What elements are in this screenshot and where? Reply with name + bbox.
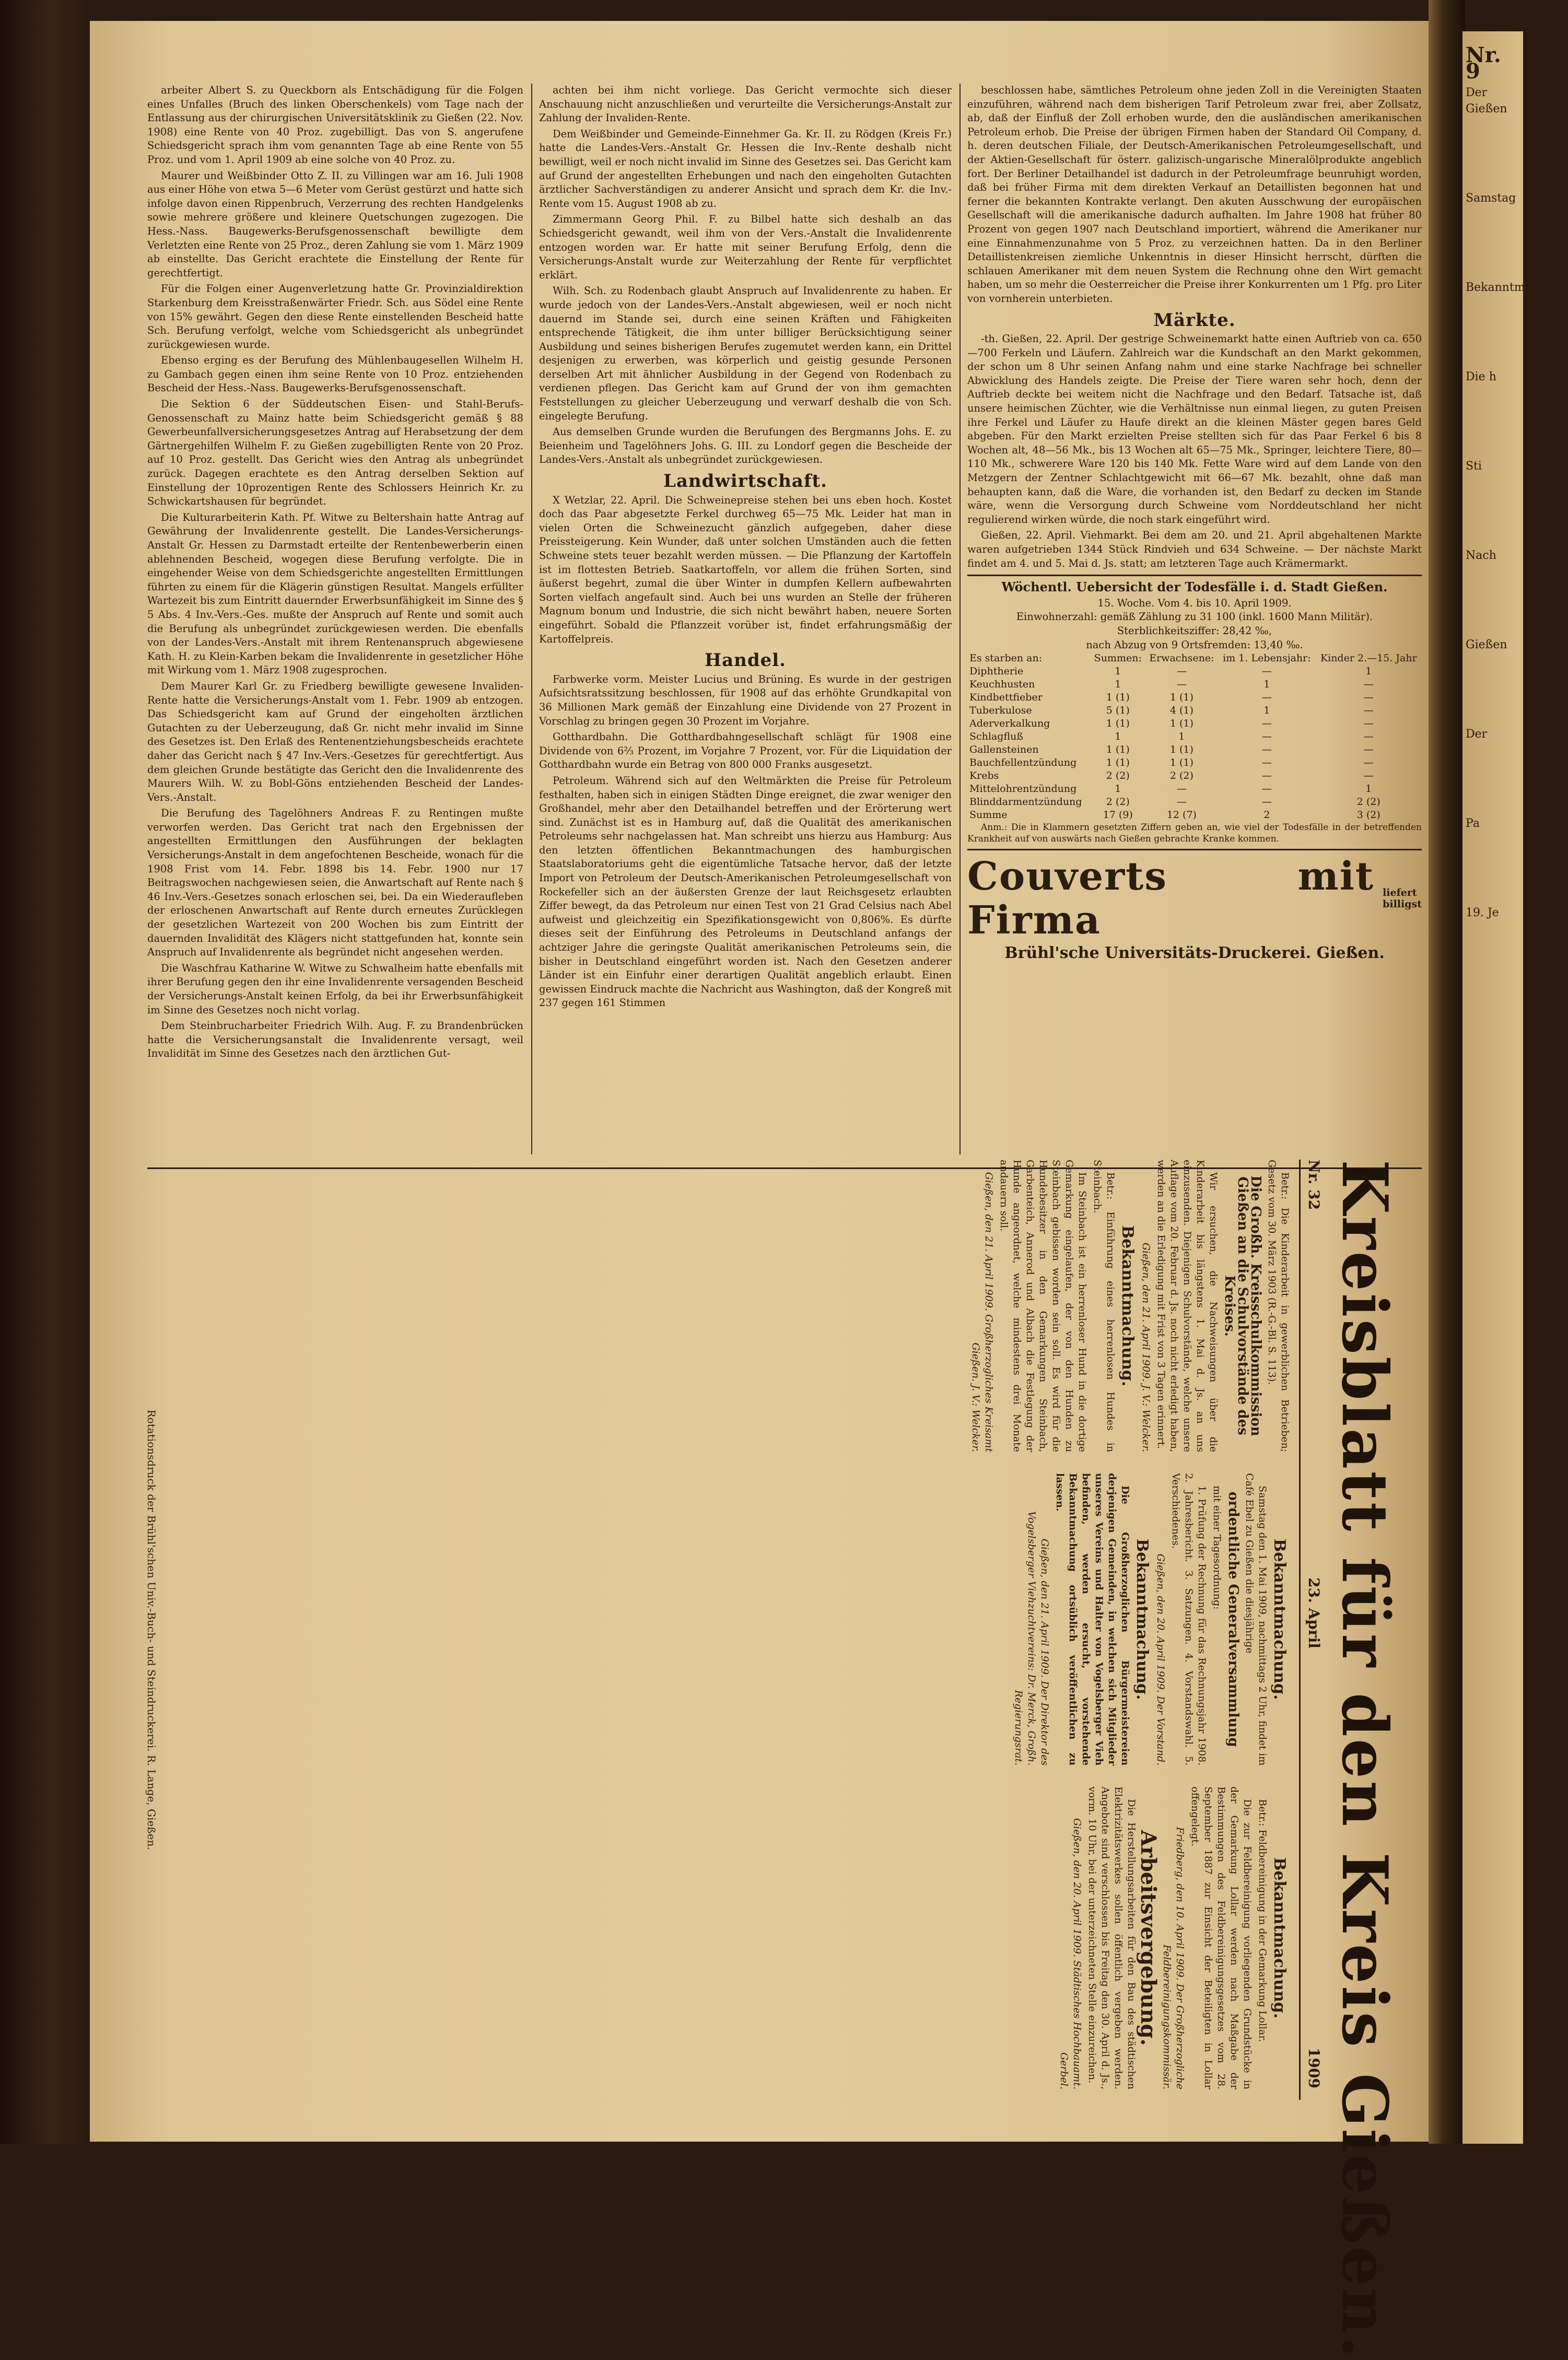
- table-row: [967, 704, 1422, 717]
- deaths-header: Summen:: [1094, 652, 1142, 664]
- table-cell: —: [1363, 692, 1374, 704]
- table-cell: 1 (1): [1106, 718, 1130, 730]
- kreisblatt-column-1: [967, 1160, 1291, 1452]
- notice-intro: Samstag den 1. Mai 1909, nachmittags 2 Uhr, findet im Café Ebel zu Gießen die diesjährige: [1244, 1473, 1268, 1766]
- notice-heading: Die Großh. Kreisschulkommission Gießen an die Schulvorstände des Kreises.: [1222, 1175, 1263, 1436]
- article-paragraph: Gießen, 22. April. Viehmarkt. Bei dem am 20. und 21. April abgehaltenen Markte waren aufgetrieben 1344 Stück Rindvieh und 634 Schweine. — Der nächste Markt findet am 4. und 5. Mai d. Js. statt; am letzteren Tage auch Krämermarkt.: [967, 529, 1422, 569]
- table-cell: —: [1261, 718, 1272, 730]
- notice-heading: Bekanntmachung.: [1270, 1857, 1289, 2019]
- table-row: [967, 809, 1422, 822]
- article-paragraph: -th. Gießen, 22. April. Der gestrige Schweinemarkt hatte einen Auftrieb von ca. 650—700 Ferkeln und Läufern. Zahlreich war die Kundschaft an den Markt gekommen, der schon um 8 Uhr seinen Anfang nahm und eine starke Nachfrage bei schneller Abwicklung des Handels zeigte. Die Preise der Tiere waren sehr hoch, denn der Auftrieb deckte bei weitem nicht die Nachfrage und den Bedarf. Tatsache ist, daß unsere heimischen Züchter, wie die Verhältnisse nun einmal liegen, zu guten Preisen ihre Ferkel und Läufer zu Haufe direkt an die kleinen Mäster gegen bares Geld abgeben. Für den Markt erzielten Preise stellten sich für das Paar Ferkel 6 bis 8 Wochen alt, 48—56 Mk., bis 13 Wochen alt 65—75 Mk., Springer, leichtere Tiere, 80—110 Mk., schwerere Ware 120 bis 140 Mk. Fette Ware wird auf dem Lande von den Metzgern der Zentner Schlachtgewicht mit 66—67 Mk. bezahlt, ohne daß man behaupten kann, daß die Ware, die vorhanden ist, den Bedarf zu decken im Stande wäre, wenn die Versorgung durch Schweine vom Norddeutschland her nicht regulierend wirken würde, die noch stark eingeführt wird.: [967, 333, 1422, 525]
- table-cell: 17 (9): [1103, 809, 1133, 821]
- table-cell: —: [1363, 718, 1374, 730]
- deaths-header: [1316, 652, 1422, 665]
- ad-side-text: [1383, 887, 1422, 910]
- book-gutter: [1429, 0, 1465, 2144]
- notice-signature: Gießen, den 20. April 1909. Der Vorstand.: [1155, 1553, 1166, 1766]
- table-row: [967, 717, 1422, 730]
- adjacent-page-title: Nr. 9: [1466, 43, 1501, 84]
- article-paragraph: Dem Steinbrucharbeiter Friedrich Wilh. Aug. F. zu Brandenbrücken hatte die Versicherungsanstalt die Invalidenrente versagt, weil Invalidität im Sinne des Gesetzes nach den ärztlichen Gut-: [147, 1020, 523, 1060]
- table-cell: —: [1363, 757, 1374, 769]
- article-column-1: [147, 84, 523, 1154]
- notice-subject: Betr.: Die Kinderarbeit in gewerblichen Betrieben; Gesetz vom 30. März 1903 (R.-G.-Bl. S. 113).: [1266, 1160, 1291, 1452]
- table-cell: —: [1363, 679, 1374, 691]
- ad-printer: Brühl'sche Universitäts-Druckerei. Gießen.: [1004, 944, 1385, 963]
- deaths-rate: Sterblichkeitsziffer: 28,42 ‰,: [1117, 624, 1272, 637]
- landwirtschaft-articles: [539, 494, 952, 647]
- table-cell: —: [1176, 679, 1187, 691]
- table-cell: 1: [1115, 665, 1121, 677]
- article-paragraph: Maurer und Weißbinder Otto Z. II. zu Villingen war am 16. Juli 1908 aus einer Höhe von etwa 5—6 Meter vom Gerüst gestürzt und hatte sich infolge davon einen Rippenbruch, Verzerrung des rechten Handgelenks sowie mehrere größere und kleinere Quetschungen zugezogen. Die Hess.-Nass. Baugewerks-Berufsgenossenschaft bewilligte dem Verletzten eine Rente von 25 Proz., deren Zahlung sie vom 1. März 1909 ab einstellte. Das Gericht erachtete die Einstellung der Rente für gerechtfertigt.: [147, 169, 523, 279]
- notice-text: Im Steinbach ist ein herrenloser Hund in die dortige Gemarkung eingelaufen, der von den Hunden zu Steinbach gebissen worden sein soll. Es wird für die Hundebesitzer in den Gemarkungen Steinbach, Garbenteich, Annerod und Albach die Festlegung der Hunde angeordnet, welche mindestens drei Monate andauern soll.: [998, 1160, 1088, 1452]
- deaths-header-child: 2.—15. Jahr: [1357, 652, 1417, 664]
- table-cell: 1: [1115, 731, 1121, 743]
- notice-signature: Friedberg, den 10. April 1909. Der Großherzogliche Feldbereinigungskommissär.: [1161, 1827, 1186, 2089]
- masthead-rule: [1299, 1160, 1301, 2100]
- article-paragraph: Wilh. Sch. zu Rodenbach glaubt Anspruch auf Invalidenrente zu haben. Er wurde jedoch von der Landes-Vers.-Anstalt abgewiesen, weil er noch nicht dauernd im Stande sei, durch eine seinen Kräften und Fähigkeiten entsprechende Tätigkeit, die ihm unter billiger Berücksichtigung seiner Ausbildung und seines bisherigen Berufes zugemutet werden kann, ein Drittel desjenigen zu erwerben, was körperlich und geistig gesunde Personen derselben Art mit ähnlicher Ausbildung in der Gegend von Rodenbach zu verdienen pflegen. Das Gericht kam auf Grund der von ihm gemachten Feststellungen zu gleicher Ueberzeugung und verwarf deshalb die von Sch. eingelegte Berufung.: [539, 285, 952, 422]
- table-cell: 1 (1): [1169, 692, 1193, 704]
- table-cell: Blinddarmentzündung: [969, 796, 1082, 808]
- notice-emphasis: ordentliche Generalversammlung: [1225, 1491, 1241, 1747]
- table-cell: Schlagfluß: [969, 731, 1024, 743]
- deaths-table: [967, 652, 1422, 822]
- article-paragraph: Die Berufung des Tagelöhners Andreas F. zu Rentingen mußte verworfen werden. Das Gericht trat nach den Ergebnissen der angestellten Ermittlungen den Ausführungen der beklagten Versicherungs-Anstalt in dem angefochtenen Bescheide, wonach für die 1908 Frist vom 14. Febr. 1898 bis 14. Febr. 1900 nur 17 Beitragswochen nachgewiesen seien, die Anwartschaft auf Rente nach § 46 Inv.-Vers.-Gesetzes sonach erloschen sei, bei. Da ein Wiederaufleben der erloschenen Anwartschaft auf Rente durch erneutes Zurücklegen der gesetzlichen Wartezeit von 200 Wochen bis zum Eintritt der dauernden Invalidität des Klägers nicht stattgefunden hat, konnte sein Anspruch auf Invalidenrente als begründet nicht angesehen werden.: [147, 807, 523, 959]
- notice-text: Die Herstellungsarbeiten für den Bau des städtischen Elektrizitätswerkes sollen öffentlich vergeben werden. Angebote sind verschlossen bis Freitag den 30. April d. Js., vorm. 10 Uhr, bei der unterzeichneten Stelle einzureichen.: [1086, 1786, 1137, 2089]
- ad-side-1: liefert: [1383, 887, 1417, 899]
- article-column-2: [539, 84, 952, 1154]
- table-cell: 5 (1): [1106, 705, 1130, 717]
- table-cell: 1: [1115, 783, 1121, 795]
- invalid-rente-continuation: [539, 84, 952, 467]
- table-cell: 4 (1): [1169, 705, 1193, 717]
- article-column-3: [967, 84, 1422, 1154]
- kreisblatt-rotated-section: [137, 1160, 1401, 2360]
- table-cell: —: [1363, 744, 1374, 756]
- table-cell: —: [1261, 665, 1272, 677]
- column-divider: [531, 84, 532, 1154]
- article-paragraph: Die Waschfrau Katharine W. Witwe zu Schwalheim hatte ebenfalls mit ihrer Berufung gegen den ihr eine Invalidenrente versagenden Bescheid der Versicherungs-Anstalt keinen Erfolg, da bei ihr Erwerbsunfähigkeit im Sinne des Gesetzes noch nicht vorlag.: [147, 962, 523, 1016]
- table-cell: Mittelohrentzündung: [969, 783, 1077, 795]
- column-divider: [959, 84, 961, 1154]
- printer-footer: Rotationsdruck der Brühl'schen Univ.-Buch- und Steindruckerei. R. Lange, Gießen.: [145, 1409, 158, 1850]
- deaths-rate-adjusted: nach Abzug von 9 Ortsfremden: 13,40 ‰.: [1086, 638, 1303, 651]
- adjacent-page-text: [1462, 31, 1568, 999]
- table-row: [967, 691, 1422, 704]
- section-heading-handel: Handel.: [704, 650, 787, 671]
- table-cell: —: [1176, 783, 1187, 795]
- table-cell: —: [1363, 731, 1374, 743]
- issue-year: 1909: [1305, 2048, 1323, 2088]
- deaths-note: Anm.: Die in Klammern gesetzten Ziffern geben an, wie viel der Todesfälle in der betreffenden Krankheit auf von auswärts nach Gießen gebrachte Kranke kommen.: [967, 822, 1422, 845]
- notice-subject: Betr.: Einführung eines herrenlosen Hundes in Steinbach.: [1092, 1160, 1116, 1452]
- table-cell: —: [1261, 770, 1272, 782]
- adjacent-page-line: Bekanntmachung: [1466, 281, 1568, 294]
- table-cell: Gallensteinen: [969, 744, 1039, 756]
- table-cell: —: [1261, 757, 1272, 769]
- notice-signature: Gießen, den 21. April 1909. Großherzogliches Kreisamt Gießen. J. V.: Welcker.: [970, 1172, 994, 1452]
- adjacent-page-line: Der: [1466, 728, 1488, 741]
- table-cell: 1 (1): [1169, 718, 1193, 730]
- handel-articles: [539, 673, 952, 1010]
- table-row: [967, 730, 1422, 743]
- deaths-header: [1218, 652, 1315, 665]
- notice-heading: Bekanntmachung.: [1133, 1538, 1151, 1700]
- notice-text: Die zur Feldbereinigung vorliegenden Grundstücke in der Gemarkung Lollar werden nach Maßgabe der Bestimmungen des Feldbereinigungsgesetzes vom 28. September 1887 zur Einsicht der Beteiligten in Lollar offengelegt.: [1189, 1786, 1253, 2089]
- book-binding-left: [0, 0, 91, 2144]
- article-paragraph: Die Sektion 6 der Süddeutschen Eisen- und Stahl-Berufs-Genossenschaft zu Mainz hatte beim Schiedsgericht gemäß § 88 Gewerbeunfallversicherungsgesetzes Antrag auf Herabsetzung der dem Gärtnergehilfen Wilhelm F. zu Gießen zugebilligten Rente von 20 Proz. auf 10 Proz. gestellt. Das Gericht wies den Antrag als unbegründet zurück. Dagegen erachtete es den Antrag derselben Sektion auf Einstellung der 10prozentigen Rente des Schlossers Heinrich Kr. zu Schwickartshausen für begründet.: [147, 398, 523, 508]
- adjacent-page-line: Sti: [1466, 460, 1482, 473]
- divider: [967, 575, 1422, 576]
- adjacent-page-line: Die h: [1466, 370, 1496, 383]
- table-row: [967, 796, 1422, 809]
- table-cell: 3 (2): [1356, 809, 1380, 821]
- table-cell: Kindbettfieber: [969, 692, 1043, 704]
- article-paragraph: Die Kulturarbeiterin Kath. Pf. Witwe zu Beltershain hatte Antrag auf Gewährung der Invalidenrente gestellt. Die Landes-Versicherungs-Anstalt Gr. Hessen zu Darmstadt erteilte der Rentenbewerberin einen ablehnenden Bescheid, wogegen diese Berufung verfolgte. Die in eingehender Weise von dem Schiedsgerichte angestellten Ermittlungen führten zu einem für die Klägerin günstigen Resultat. Mangels erfüllter Wartezeit bis zum Eintritt dauernder Erwerbsunfähigkeit im Sinne des § 5 Abs. 4 Inv.-Vers.-Ges. mußte der Anspruch auf Rente und somit auch die Berufung als unbegründet zurückgewiesen werden. Die ebenfalls von der Landes-Vers.-Anstalt mit ihrem Rentenanspruch abgewiesene Kath. H. zu Klein-Karben bekam die Invalidenrente in gesetzlicher Höhe mit Wirkung vom 1. März 1908 zugesprochen.: [147, 511, 523, 676]
- divider: [967, 849, 1422, 850]
- table-row: [967, 678, 1422, 691]
- ad-headline: Couverts mit Firma: [967, 854, 1375, 943]
- table-cell: 1: [1365, 783, 1372, 795]
- advertisement: [967, 855, 1422, 942]
- adjacent-page-line: Samstag: [1466, 192, 1516, 205]
- kreisblatt-column-3: [1055, 1786, 1291, 2089]
- article-paragraph: arbeiter Albert S. zu Queckborn als Entschädigung für die Folgen eines Unfalles (Bruch des linken Oberschenkels) vom Tage nach der Entlassung aus der chirurgischen Universitätsklinik zu Gießen (22. Nov. 1908) eine Rente von 40 Proz. zugebilligt. Das von S. angerufene Schiedsgericht sprach ihm vom genannten Tage ab eine Rente von 55 Proz. und vom 1. April 1909 ab eine solche von 40 Proz. zu.: [147, 84, 523, 166]
- article-paragraph: Dem Maurer Karl Gr. zu Friedberg bewilligte gewesene Invaliden-Rente hatte die Versicherungs-Anstalt vom 1. Febr. 1909 ab entzogen. Das Schiedsgericht kam auf Grund der eingeholten ärztlichen Gutachten zu der Ueberzeugung, daß Gr. nicht mehr invalid im Sinne des Gesetzes ist. Den Erlaß des Rentenentziehungsbescheids erachtete daher das Gericht nach § 47 Inv.-Vers.-Gesetzes für gerechtfertigt. Aus dem gleichen Grunde bestätigte das Gericht den die Invalidenrente des Maurers Wilh. W. zu Bobl-Göns entziehenden Bescheid der Landes-Vers.-Anstalt.: [147, 680, 523, 803]
- adjacent-page-line: Pa: [1466, 817, 1480, 830]
- table-cell: 1 (1): [1106, 692, 1130, 704]
- table-cell: —: [1261, 731, 1272, 743]
- notice-signature: Gießen, den 20. April 1909. Städtisches Hochbauamt. Gerbel.: [1058, 1818, 1083, 2089]
- article-paragraph: beschlossen habe, sämtliches Petroleum ohne jeden Zoll in die Vereinigten Staaten einzuführen, während nach dem bisherigen Tarif Petroleum zwar frei, aber Zollsatz, ab, daß der Einfluß der Zoll erhoben wurde, den die ausländischen amerikanischen Petroleum erhob. Die Preise der übrigen Firmen haben der Standard Oil Company, d. h. deren deutschen Filiale, der Deutsch-Amerikanischen Petroleumgesellschaft, und der Aktien-Gesellschaft für österr. galizisch-ungarische Mineralölprodukte angeblich fort. Der Berliner Detailhandel ist dadurch in der Petroleumfrage beunruhigt worden, daß bei früher Firma mit dem direkten Verkauf an Detaillisten begonnen hat und ferner die bekannten Kontrakte verlangt. Den akuten Ausschwung der europäischen Gesellschaft will die amerikanische dadurch aufhalten. Im Jahre 1908 hat früher 80 Prozent von gegen 1907 nach Deutschland importiert, während die Amerikaner nur eine Einnahmenzunahme von 5 Proz. zu verzeichnen hatten. Da in den Berliner Detaillistenkreisen ziemliche Unkenntnis in dieser Hinsicht herrscht, dürften die schlauen Amerikaner mit dem neuen System die Rechnung ohne den Wirt gemacht haben, um so mehr die Oesterreicher die Preise ihrer Konkurrenten um 1 Pfg. pro Liter von vornherein unterbieten.: [967, 84, 1422, 305]
- deaths-population: Einwohnerzahl: gemäß Zählung zu 31 100 (inkl. 1600 Mann Militär).: [1016, 611, 1373, 623]
- issue-line: [1304, 1160, 1323, 2100]
- adjacent-page-lines: [1466, 85, 1568, 921]
- table-row: [967, 743, 1422, 756]
- kreisblatt-column-2: [1010, 1473, 1291, 1766]
- table-cell: 2 (2): [1169, 770, 1193, 782]
- section-heading-landwirtschaft: Landwirtschaft.: [663, 471, 827, 492]
- table-cell: Krebs: [969, 770, 999, 782]
- table-cell: 1: [1365, 665, 1372, 677]
- deaths-table-title: Wöchentl. Uebersicht der Todesfälle i. d. Stadt Gießen.: [1001, 579, 1388, 595]
- table-cell: Bauchfellentzündung: [969, 757, 1077, 769]
- article-paragraph: Zimmermann Georg Phil. F. zu Bilbel hatte sich deshalb an das Schiedsgericht gewandt, weil ihm von der Vers.-Anstalt die Invalidenrente entzogen worden war. Er hatte mit seiner Berufung Erfolg, denn die Versicherungs-Anstalt wurde zur Weiterzahlung der Rente für verpflichtet erklärt.: [539, 213, 952, 281]
- table-cell: Diphtherie: [969, 665, 1024, 677]
- deaths-week: 15. Woche. Vom 4. bis 10. April 1909.: [1097, 597, 1292, 609]
- adjacent-page-edge: [1462, 31, 1568, 2144]
- notice-signature: Gießen, den 21. April 1909. Der Direktor des Vogelsberger Viehzuchtvereins: Dr. Merck, Großh. Regierungsrat.: [1013, 1511, 1050, 1766]
- table-cell: 2 (2): [1356, 796, 1380, 808]
- article-paragraph: achten bei ihm nicht vorliege. Das Gericht vermochte sich dieser Anschauung nicht anzuschließen und verurteilte die Versicherungs-Anstalt zur Zahlung der Invaliden-Rente.: [539, 84, 952, 124]
- article-paragraph: Ebenso erging es der Berufung des Mühlenbaugesellen Wilhelm H. zu Gambach gegen einen ihm seine Rente von 10 Proz. entziehenden Bescheid der Hess.-Nass. Baugewerks-Berufsgenossenschaft.: [147, 354, 523, 394]
- table-cell: —: [1261, 744, 1272, 756]
- table-cell: 1: [1115, 679, 1121, 691]
- adjacent-page-line: Nach: [1466, 549, 1496, 562]
- article-paragraph: Gotthardbahn. Die Gotthardbahngesellschaft schlägt für 1908 eine Dividende von 6⅔ Prozent, im Vorjahre 7 Prozent, vor. Für die Liquidation der Gotthardbahn wurde ein Betrag von 800 000 Franks ausgesetzt.: [539, 731, 952, 771]
- deaths-header-kinder: Kinder: [1320, 652, 1354, 664]
- deaths-header-infant: 1. Lebensjahr:: [1238, 652, 1311, 664]
- article-paragraph: Petroleum. Während sich auf den Weltmärkten die Preise für Petroleum festhalten, haben sich in einigen Städten Dinge ereignet, die zwar weniger den Großhandel, mehr aber den Detailhandel betreffen und der Erörterung wert sind. Zunächst ist es in Hamburg auf, daß die Qualität des amerikanischen Petroleums sehr nachgelassen hat. Man schreibt uns hierzu aus Hamburg: Aus den letzten öffentlichen Bekanntmachungen des hamburgischen Staatslaboratoriums geht die eigentümliche Tatsache hervor, daß der letzte Import von Petroleum der Deutsch-Amerikanischen Petroleumgesellschaft von Rockefeller sich an der äußersten Grenze der laut Reichsgesetz erlaubten Ziffer bewegt, da das Petroleum nur einen Test von 21 Grad Celsius nach Abel aufweist und gleichzeitig ein Spezifikationsgewicht von 0,806%. Es dürfte dieses seit der Einführung des Petroleums in Deutschland anfangs der achtziger Jahre die geringste Qualität amerikanischen Petroleums sein, die bisher in Deutschland eingeführt worden ist. Nach den Gesetzen anderer Länder ist ein Einfuhr einer derartigen Qualität angeblich erlaubt. Einen gewissen Eindruck machte die Nachricht aus Washington, daß der Kongreß mit 237 gegen 161 Stimmen: [539, 774, 952, 1009]
- article-paragraph: X Wetzlar, 22. April. Die Schweinepreise stehen bei uns eben hoch. Kostet doch das Paar abgesetzte Ferkel durchweg 65—75 Mk. Leider hat man in vielen Orten die Schweinezucht gänzlich aufgegeben, daher diese Preissteigerung. Kein Wunder, daß unter solchen Umständen auch die fetten Schweine stets teuer bezahlt werden müssen. — Die Pflanzung der Kartoffeln ist im flottesten Betrieb. Saatkartoffeln, vor allem die frühen Sorten, sind äußerst begehrt, zumal die über Winter in dumpfen Kellern aufbewahrten Sorten vielfach angefault sind. Auch bei uns wurden an Stelle der früheren Magnum bonum und Industrie, die sich nicht bewährt haben, neuere Sorten eingeführt. Sobald die Pflanzzeit vorüber ist, findet erfahrungsmäßig der Kartoffelpreis.: [539, 494, 952, 645]
- table-cell: —: [1176, 796, 1187, 808]
- table-cell: Tuberkulose: [969, 705, 1032, 717]
- adjacent-page-line: 19. Je: [1466, 906, 1499, 919]
- table-cell: 1: [1263, 679, 1270, 691]
- table-cell: 1 (1): [1169, 757, 1193, 769]
- table-row: [967, 769, 1422, 782]
- table-cell: 2 (2): [1106, 770, 1130, 782]
- table-cell: Summe: [969, 809, 1008, 821]
- petroleum-continuation: [967, 84, 1422, 306]
- article-paragraph: Aus demselben Grunde wurden die Berufungen des Bergmanns Johs. E. zu Beienheim und Tagelöhners Johs. G. III. zu Londorf gegen die Bescheide der Landes-Vers.-Anstalt als unbegründet zurückgewiesen.: [539, 426, 952, 466]
- notice-subject: Betr.: Feldbereinigung in der Gemarkung Lollar.: [1257, 1799, 1268, 2042]
- ad-side-2: billigst: [1383, 898, 1422, 910]
- table-cell: Aderverkalkung: [969, 718, 1050, 730]
- notice-heading: Arbeitsvergebung.: [1136, 1830, 1161, 2046]
- article-paragraph: Farbwerke vorm. Meister Lucius und Brüning. Es wurde in der gestrigen Aufsichtsratssitzung beschlossen, für 1908 auf das erhöhte Grundkapital von 36 Millionen Mark gemäß der Einzahlung eine Dividende von 27 Prozent in Vorschlag zu bringen gegen 30 Prozent im Vorjahre.: [539, 673, 952, 727]
- table-row: [967, 665, 1422, 678]
- notice-text: Die Großherzoglichen Bürgermeistereien derjenigen Gemeinden, in welchen sich Mitglieder unseres Vereins und Halter von Vogelsberger Vieh befinden, werden ersucht, vorstehende Bekanntmachung ortsüblich veröffentlichen zu lassen.: [1054, 1473, 1131, 1766]
- table-cell: 2: [1263, 809, 1270, 821]
- table-cell: —: [1261, 692, 1272, 704]
- table-row: [967, 756, 1422, 769]
- table-cell: 1 (1): [1169, 744, 1193, 756]
- deaths-header: Es starben an:: [969, 652, 1043, 664]
- notice-agenda: 1. Prüfung der Rechnung für das Rechnungsjahr 1908. 2. Jahresbericht. 3. Satzungen. 4. Vorstandswahl. 5. Verschiedenes.: [1170, 1473, 1208, 1766]
- section-heading-maerkte: Märkte.: [1153, 309, 1236, 331]
- table-cell: 1: [1263, 705, 1270, 717]
- table-cell: Keuchhusten: [969, 679, 1035, 691]
- table-cell: —: [1261, 783, 1272, 795]
- issue-date: 23. April: [1305, 1578, 1323, 1649]
- notice-heading: Bekanntmachung.: [1118, 1225, 1137, 1387]
- table-cell: 1 (1): [1106, 757, 1130, 769]
- article-paragraph: Dem Weißbinder und Gemeinde-Einnehmer Ga. Kr. II. zu Rödgen (Kreis Fr.) hatte die Landes-Vers.-Anstalt Gr. Hessen die Inv.-Rente deshalb nicht bewilligt, weil er noch nicht invalid im Sinne des Gesetzes sei. Das Gericht kam auf Grund der angestellten Erhebungen und nach den eingeholten Gutachten ärztlicher Sachverständigen zu anderer Ansicht und sprach dem Kr. die Inv.-Rente vom 15. August 1908 ab zu.: [539, 127, 952, 209]
- issue-number: Nr. 32: [1305, 1160, 1323, 1210]
- notice-text: mit einer Tagesordnung:: [1211, 1486, 1223, 1610]
- notice-text: Wir ersuchen, die Nachweisungen über die Kinderarbeit bis längstens 1. Mai d. Js. an uns einzusenden. Diejenigen Schulvorstände, welche unsere Auflage vom 20. Februar d. Js. noch nicht erledigt haben, werden an die Erledigung mit Frist von 3 Tagen erinnert.: [1155, 1160, 1219, 1452]
- table-row: [967, 782, 1422, 796]
- deaths-header-im: im: [1223, 652, 1236, 664]
- article-paragraph: Für die Folgen einer Augenverletzung hatte Gr. Provinzialdirektion Starkenburg dem Kreisstraßenwärter Friedr. Sch. aus Södel eine Rente von 15% gewährt. Gegen den diese Rente einstellenden Bescheid hatte Sch. Berufung verfolgt, welche vom Schiedsgericht als unbegründet zurückgewiesen wurde.: [147, 283, 523, 351]
- table-cell: —: [1261, 796, 1272, 808]
- deaths-header: Erwachsene:: [1149, 652, 1214, 664]
- table-cell: 1 (1): [1106, 744, 1130, 756]
- table-cell: 12 (7): [1166, 809, 1197, 821]
- table-cell: —: [1363, 705, 1374, 717]
- notice-signature: Gießen, den 21. April 1909. J. V.: Welcker.: [1140, 1242, 1152, 1452]
- kreisblatt-masthead: Kreisblatt für den Kreis Gießen.: [1328, 1160, 1401, 2360]
- table-cell: —: [1176, 665, 1187, 677]
- deaths-table-body: [967, 665, 1422, 822]
- maerkte-articles: [967, 332, 1422, 570]
- table-cell: 1: [1178, 731, 1185, 743]
- adjacent-page-line: Der Gießen: [1466, 86, 1507, 115]
- adjacent-page-line: Gießen: [1466, 638, 1507, 651]
- table-cell: —: [1363, 770, 1374, 782]
- table-cell: 2 (2): [1106, 796, 1130, 808]
- notice-heading: Bekanntmachung.: [1270, 1538, 1289, 1700]
